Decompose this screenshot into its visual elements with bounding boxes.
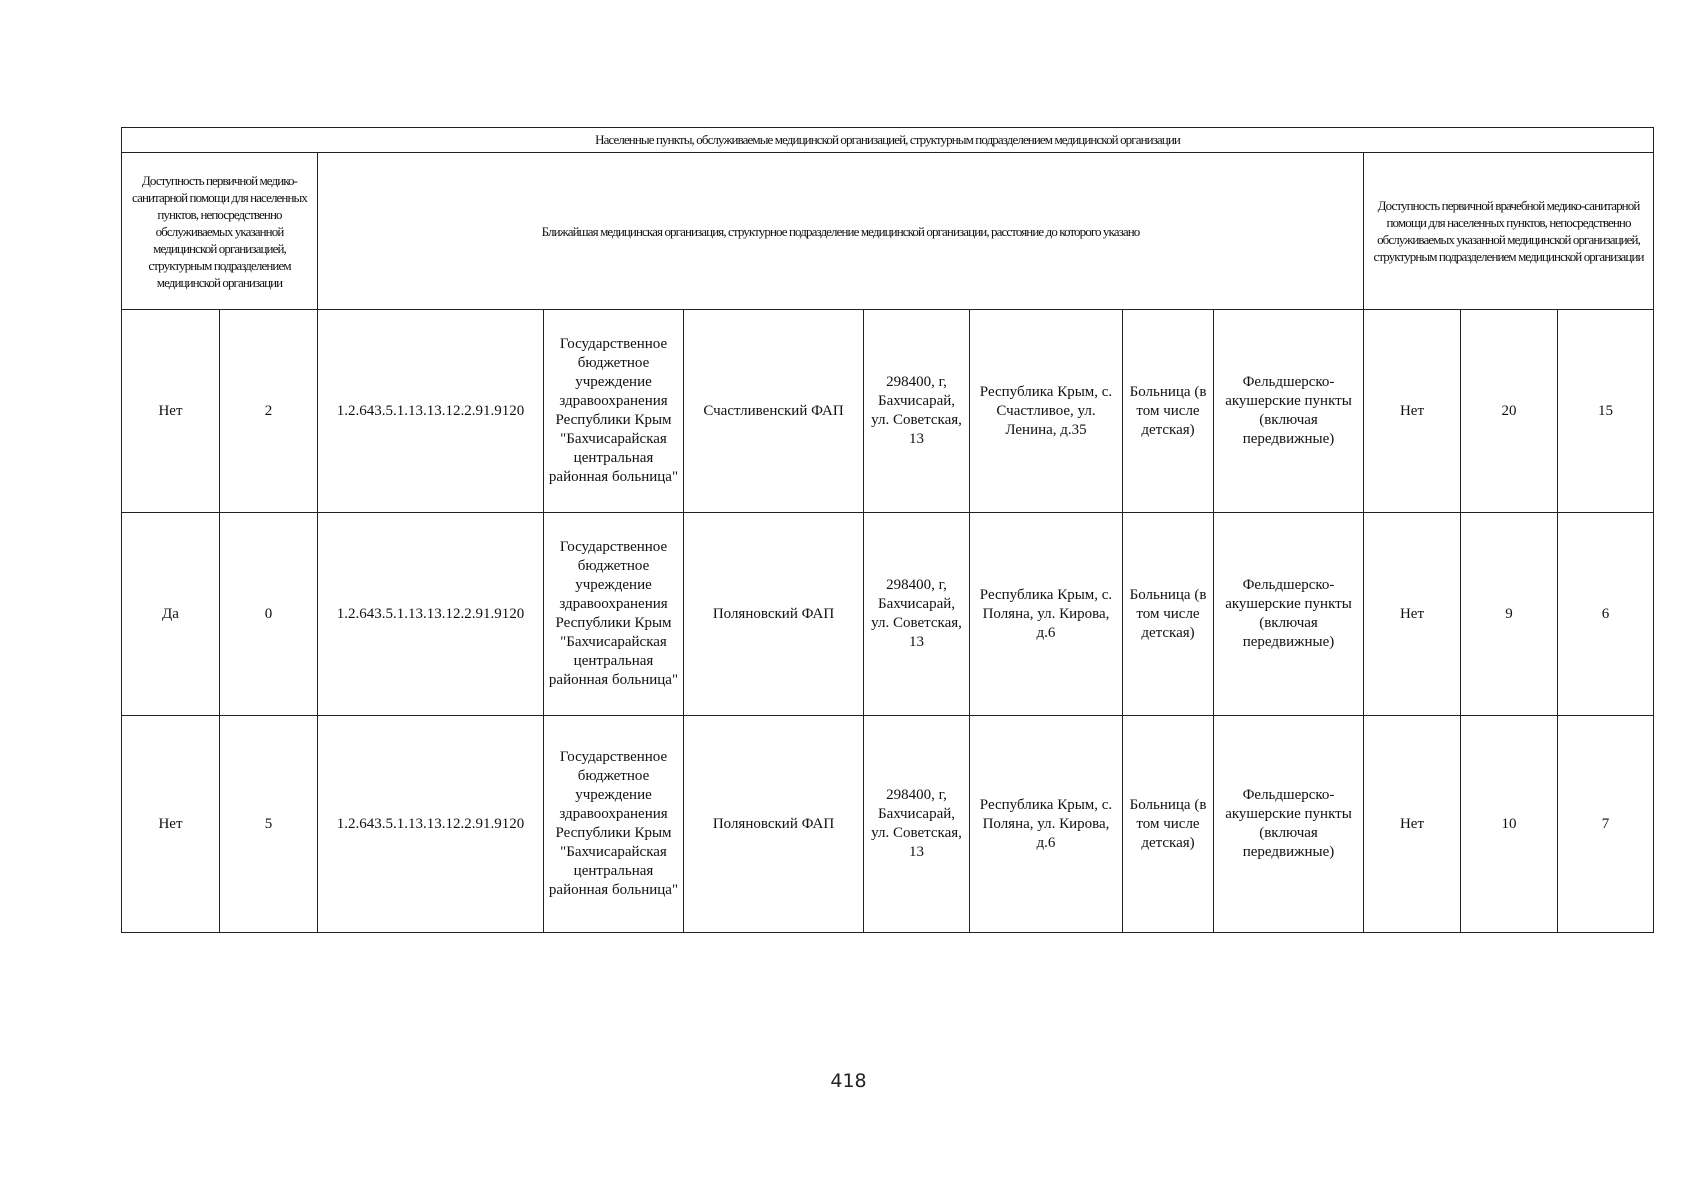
- table-row: [122, 513, 1654, 716]
- cell-organization: Государственное бюджетное учреждение здравоохранения Республики Крым "Бахчисарайская центральная районная больница": [544, 513, 684, 716]
- cell-unit: Счастливенский ФАП: [684, 310, 864, 513]
- cell-organization: Государственное бюджетное учреждение здравоохранения Республики Крым "Бахчисарайская центральная районная больница": [544, 716, 684, 933]
- cell-value-2: 7: [1558, 716, 1654, 933]
- cell-organization: Государственное бюджетное учреждение здравоохранения Республики Крым "Бахчисарайская центральная районная больница": [544, 310, 684, 513]
- header-middle-cell: Ближайшая медицинская организация, структурное подразделение медицинской организации, расстояние до которого указано: [318, 153, 1364, 310]
- table-row: [122, 310, 1654, 513]
- cell-distance: 2: [220, 310, 318, 513]
- cell-org-type: Больница (в том числе детская): [1123, 310, 1214, 513]
- cell-oid: 1.2.643.5.1.13.13.12.2.91.9120: [318, 716, 544, 933]
- cell-org-type: Больница (в том числе детская): [1123, 513, 1214, 716]
- cell-distance: 5: [220, 716, 318, 933]
- cell-oid: 1.2.643.5.1.13.13.12.2.91.9120: [318, 310, 544, 513]
- cell-unit: Поляновский ФАП: [684, 716, 864, 933]
- cell-access: Да: [122, 513, 220, 716]
- cell-unit-type: Фельдшерско-акушерские пункты (включая передвижные): [1214, 513, 1364, 716]
- cell-distance: 0: [220, 513, 318, 716]
- cell-doctor-access: Нет: [1364, 310, 1461, 513]
- header-main-row: [122, 153, 1654, 310]
- header-top-cell: Населенные пункты, обслуживаемые медицинской организацией, структурным подразделением медицинской организации: [122, 128, 1654, 153]
- header-top-row: [122, 128, 1654, 153]
- cell-access: Нет: [122, 716, 220, 933]
- cell-oid: 1.2.643.5.1.13.13.12.2.91.9120: [318, 513, 544, 716]
- cell-unit-type: Фельдшерско-акушерские пункты (включая передвижные): [1214, 310, 1364, 513]
- cell-org-address: 298400, г, Бахчисарай, ул. Советская, 13: [864, 310, 970, 513]
- cell-value-1: 20: [1461, 310, 1558, 513]
- cell-unit: Поляновский ФАП: [684, 513, 864, 716]
- table-row: [122, 716, 1654, 933]
- cell-org-type: Больница (в том числе детская): [1123, 716, 1214, 933]
- cell-doctor-access: Нет: [1364, 513, 1461, 716]
- cell-access: Нет: [122, 310, 220, 513]
- cell-value-2: 6: [1558, 513, 1654, 716]
- cell-org-address: 298400, г, Бахчисарай, ул. Советская, 13: [864, 716, 970, 933]
- cell-doctor-access: Нет: [1364, 716, 1461, 933]
- settlements-table: [121, 127, 1654, 933]
- header-left-cell: Доступность первичной медико-санитарной помощи для населенных пунктов, непосредственно обслуживаемых указанной медицинской организацией, структурным подразделением медицинской организации: [122, 153, 318, 310]
- cell-unit-address: Республика Крым, с. Поляна, ул. Кирова, д.6: [970, 716, 1123, 933]
- cell-org-address: 298400, г, Бахчисарай, ул. Советская, 13: [864, 513, 970, 716]
- cell-value-2: 15: [1558, 310, 1654, 513]
- cell-unit-type: Фельдшерско-акушерские пункты (включая передвижные): [1214, 716, 1364, 933]
- page-number: 418: [830, 1070, 867, 1092]
- cell-value-1: 10: [1461, 716, 1558, 933]
- cell-unit-address: Республика Крым, с. Поляна, ул. Кирова, д.6: [970, 513, 1123, 716]
- header-right-cell: Доступность первичной врачебной медико-санитарной помощи для населенных пунктов, непосредственно обслуживаемых указанной медицинской организацией, структурным подразделением медицинской организации: [1364, 153, 1654, 310]
- cell-value-1: 9: [1461, 513, 1558, 716]
- cell-unit-address: Республика Крым, с. Счастливое, ул. Ленина, д.35: [970, 310, 1123, 513]
